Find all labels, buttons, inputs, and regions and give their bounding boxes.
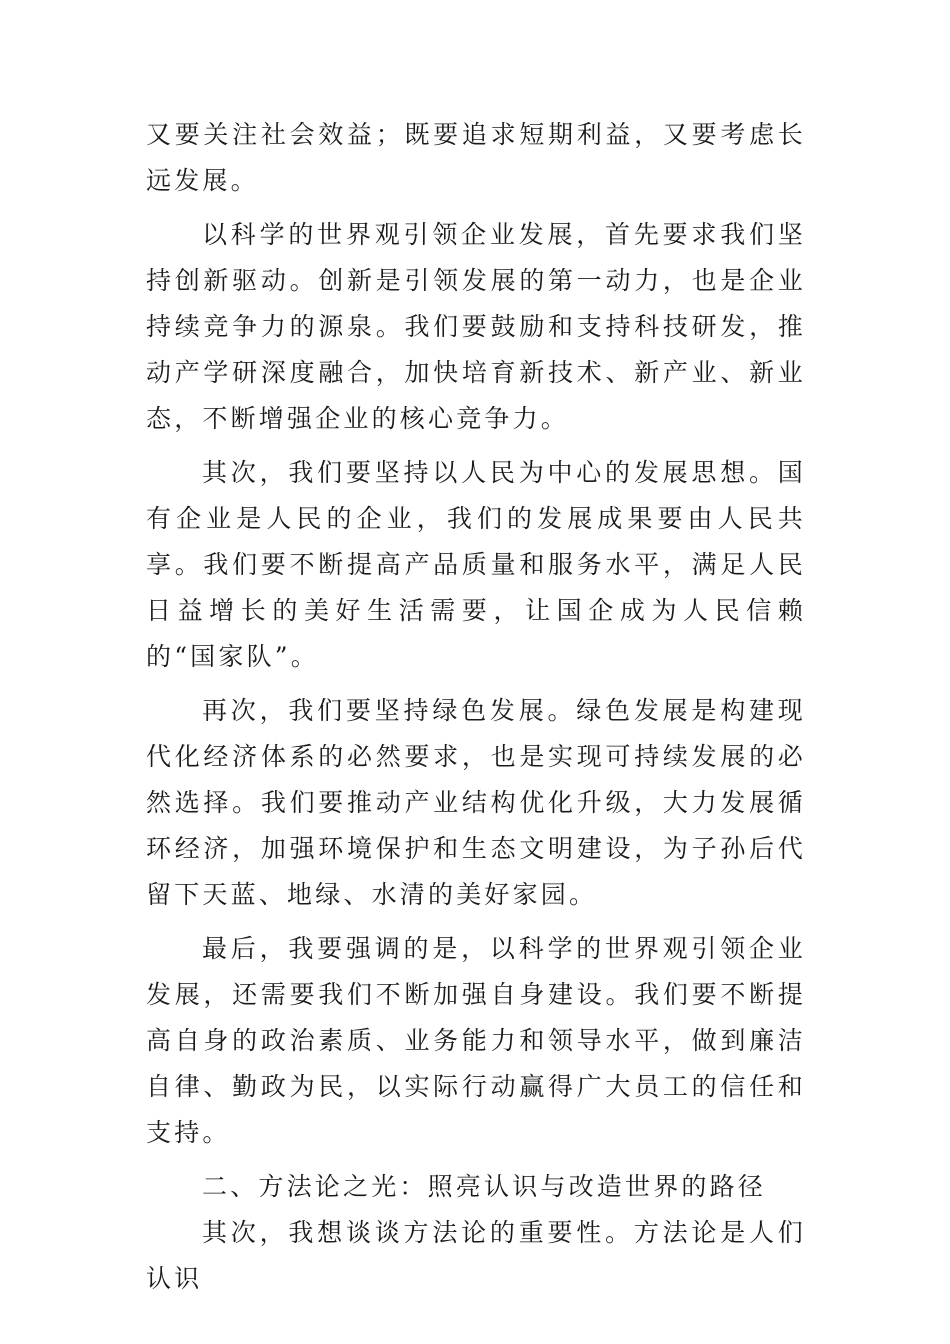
paragraph-self-building: 最后，我要强调的是，以科学的世界观引领企业发展，还需要我们不断加强自身建设。我们要不断提高自身的政治素质、业务能力和领导水平，做到廉洁自律、勤政为民，以实际行动赢得广大员工的信任和支持。 [146, 934, 806, 1147]
paragraph-green-development: 再次，我们要坚持绿色发展。绿色发展是构建现代化经济体系的必然要求，也是实现可持续发展的必然选择。我们要推动产业结构优化升级，大力发展循环经济，加强环境保护和生态文明建设，为子孙后代留下天蓝、地绿、水清的美好家园。 [146, 696, 806, 909]
paragraph-continuation: 又要关注社会效益；既要追求短期利益，又要考虑长远发展。 [146, 120, 806, 195]
section-heading: 二、方法论之光：照亮认识与改造世界的路径 [202, 1172, 767, 1201]
document-body [146, 112, 806, 1302]
paragraph-innovation: 以科学的世界观引领企业发展，首先要求我们坚持创新驱动。创新是引领发展的第一动力，也是企业持续竞争力的源泉。我们要鼓励和支持科技研发，推动产学研深度融合，加快培育新技术、新产业、新业态，不断增强企业的核心竞争力。 [146, 220, 806, 433]
paragraph-people-centered: 其次，我们要坚持以人民为中心的发展思想。国有企业是人民的企业，我们的发展成果要由人民共享。我们要不断提高产品质量和服务水平，满足人民日益增长的美好生活需要，让国企成为人民信赖的“国家队”。 [146, 458, 806, 671]
paragraph-methodology: 其次，我想谈谈方法论的重要性。方法论是人们认识 [146, 1218, 806, 1293]
